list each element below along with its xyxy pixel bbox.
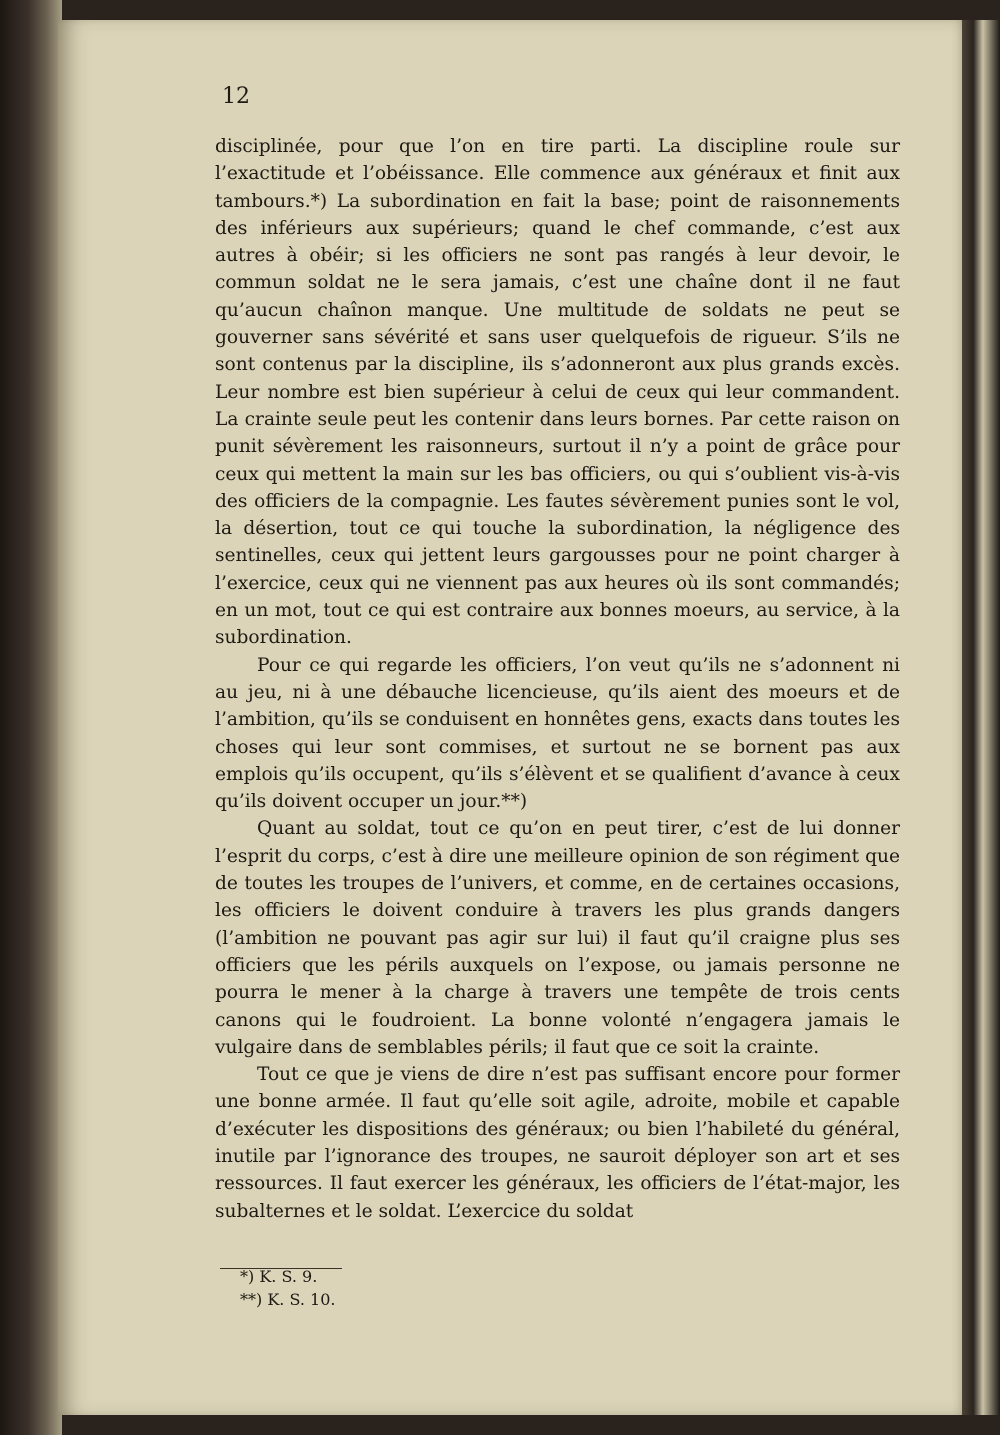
paragraph-2: Pour ce qui regarde les officiers, l’on veut qu’ils ne s’adonnent ni au jeu, ni à une débauche licencieuse, qu’ils aient des moeurs et de l’ambition, qu’ils se conduisent en honnêtes gens, exacts dans toutes les choses qui leur sont commises, et surtout ne se bornent pas aux emplois qu’ils occupent, qu’ils s’élèvent et se qualifient d’avance à ceux qu’ils doivent occuper un jour.**) xyxy=(215,654,900,813)
page-edge xyxy=(962,20,1000,1415)
footnote-2: **) K. S. 10. xyxy=(240,1290,336,1309)
footnote-1: *) K. S. 9. xyxy=(240,1267,318,1286)
paragraph-1: disciplinée, pour que l’on en tire parti. La discipline roule sur l’exactitude et l’obéissance. Elle commence aux généraux et finit aux tambours.*) La subordination en fait la base; point de raisonnements des inférieurs aux supérieurs; quand le chef commande, c’est aux autres à obéir; si les officiers ne sont pas rangés à leur devoir, le commun soldat ne le sera jamais, c’est une chaîne dont il ne faut qu’aucun chaînon manque. Une multitude de soldats ne peut se gouverner sans sévérité et sans user quelquefois de rigueur. S’ils ne sont contenus par la discipline, ils s’adonneront aux plus grands excès. Leur nombre est bien supérieur à celui de ceux qui leur commandent. La crainte seule peut les contenir dans leurs bornes. Par cette raison on punit sévèrement les raisonneurs, surtout il n’y a point de grâce pour ceux qui mettent la main sur les bas officiers, ou qui s’oublient vis-à-vis des officiers de la compagnie. Les fautes sévèrement punies sont le vol, la désertion, tout ce qui touche la subordination, la négligence des sentinelles, ceux qui jettent leurs gargousses pour ne point charger à l’exercice, ceux qui ne viennent pas aux heures où ils sont commandés; en un mot, tout ce qui est contraire aux bonnes moeurs, au service, à la subordination. xyxy=(215,136,900,649)
footnotes xyxy=(240,1265,335,1311)
paragraph-4: Tout ce que je viens de dire n’est pas suffisant encore pour former une bonne armée. Il faut qu’elle soit agile, adroite, mobile et capable d’exécuter les dispositions des généraux; ou bien l’habileté du général, inutile par l’ignorance des troupes, ne sauroit déployer son art et ses ressources. Il faut exercer les généraux, les officiers de l’état-major, les subalternes et le soldat. L’exercice du soldat xyxy=(215,1064,900,1222)
book-binding xyxy=(0,0,62,1435)
body-text xyxy=(215,133,900,1225)
page-number: 12 xyxy=(222,84,250,109)
paragraph-3: Quant au soldat, tout ce qu’on en peut tirer, c’est de lui donner l’esprit du corps, c’est à dire une meilleure opinion de son régiment que de toutes les troupes de l’univers, et comme, en de certaines occasions, les officiers le doivent conduire à travers les plus grands dangers (l’ambition ne pouvant pas agir sur lui) il faut qu’il craigne plus ses officiers que les périls auxquels on l’expose, ou jamais personne ne pourra le mener à la charge à travers une tempête de trois cents canons qui le foudroient. La bonne volonté n’engagera jamais le vulgaire dans de semblables périls; il faut que ce soit la crainte. xyxy=(215,818,900,1058)
